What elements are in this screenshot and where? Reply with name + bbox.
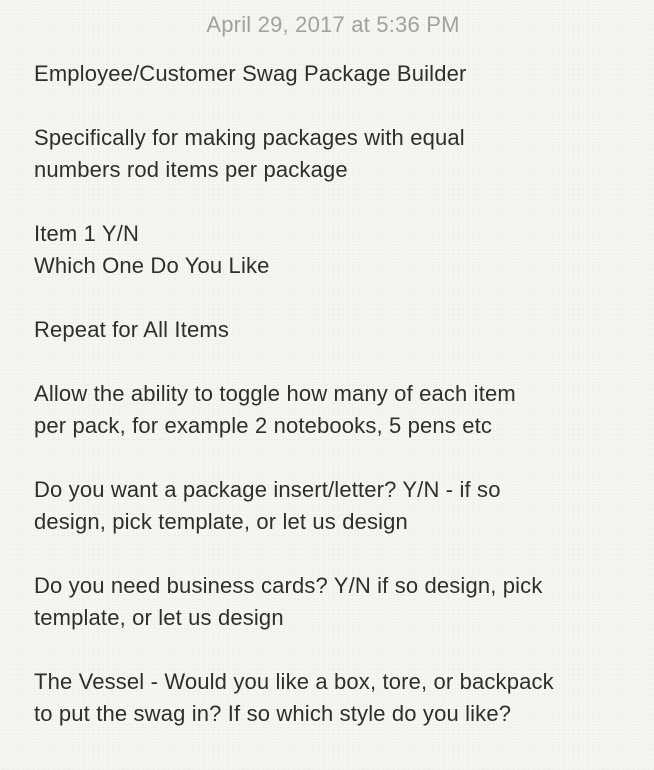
repeat-line: Repeat for All Items	[34, 317, 229, 342]
item-prompt-line: Item 1 Y/N	[34, 221, 140, 246]
insert-line: Do you want a package insert/letter? Y/N - if so	[34, 477, 501, 502]
note-title: Employee/Customer Swag Package Builder	[34, 61, 467, 86]
toggle-line: Allow the ability to toggle how many of each item	[34, 381, 516, 406]
blank-line	[34, 538, 644, 570]
blank-line	[34, 346, 644, 378]
blank-line	[34, 634, 644, 666]
cards-line: Do you need business cards? Y/N if so design, pick	[34, 573, 543, 598]
intro-line: numbers rod items per package	[34, 157, 348, 182]
blank-line	[34, 90, 644, 122]
blank-line	[34, 442, 644, 474]
note-timestamp: April 29, 2017 at 5:36 PM	[206, 12, 460, 37]
vessel-line: The Vessel - Would you like a box, tore, or backpack	[34, 669, 554, 694]
blank-line	[34, 186, 644, 218]
blank-line	[34, 282, 644, 314]
item-question-line: Which One Do You Like	[34, 253, 270, 278]
intro-line: Specifically for making packages with equal	[34, 125, 465, 150]
cards-line: template, or let us design	[34, 605, 284, 630]
note-body[interactable]	[34, 58, 644, 730]
toggle-line: per pack, for example 2 notebooks, 5 pens etc	[34, 413, 493, 438]
insert-line: design, pick template, or let us design	[34, 509, 408, 534]
vessel-line: to put the swag in? If so which style do you like?	[34, 701, 512, 726]
